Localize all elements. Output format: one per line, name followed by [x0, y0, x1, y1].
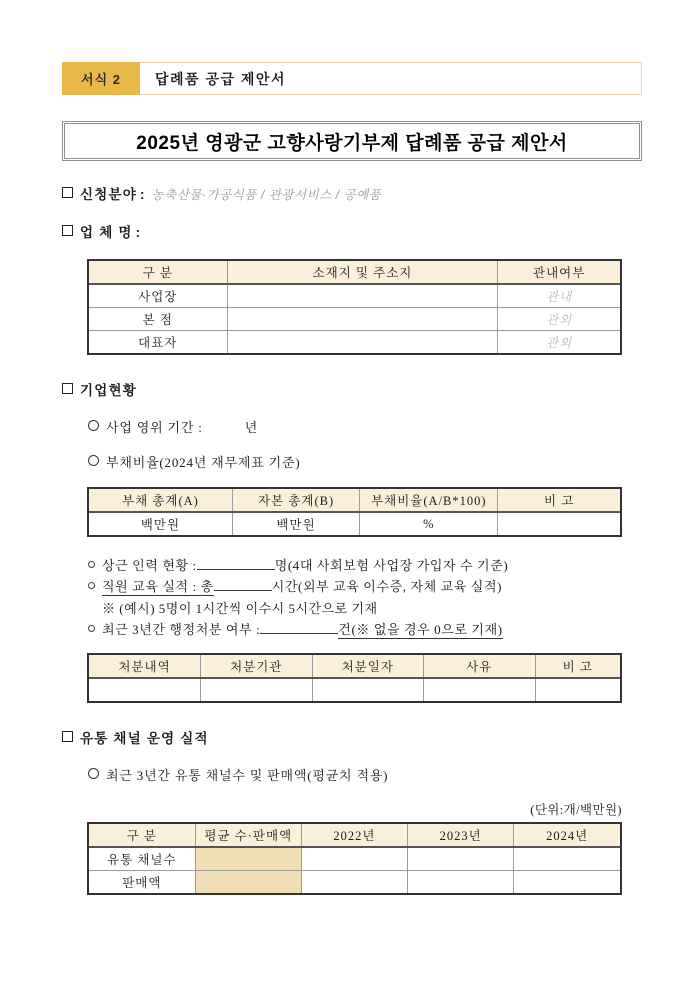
input-cell-disposition-agency[interactable] [201, 678, 313, 701]
input-cell-disposition-remarks[interactable] [535, 678, 620, 701]
channel-table [89, 824, 620, 893]
channel-performance-heading [62, 727, 642, 747]
staff-count-label: 상근 인력 현황 : [102, 558, 197, 573]
checkbox-square-icon[interactable] [62, 187, 73, 198]
table-header-row [89, 824, 620, 847]
table-row [89, 870, 620, 893]
checkbox-square-icon[interactable] [62, 383, 73, 394]
cell-headquarters-inside[interactable]: 관외 [498, 307, 620, 330]
application-field-label: 신청분야 [80, 187, 137, 202]
table-row [89, 307, 620, 330]
input-cell-headquarters-address[interactable] [227, 307, 498, 330]
training-hours-label: 직원 교육 실적 : 총 [102, 576, 214, 596]
checkbox-square-icon[interactable] [62, 225, 73, 236]
table-row [89, 512, 620, 535]
table-header-row [89, 489, 620, 512]
application-field-colon: : [139, 187, 146, 202]
application-field-options: 농축산물·가공식품 / 관광서비스 / 공예품 [151, 188, 382, 202]
col-header-year-2023: 2023년 [408, 824, 514, 847]
bullet-dot-icon [88, 582, 95, 589]
input-cell-channel-count-2022[interactable] [301, 847, 407, 870]
input-cell-workplace-address[interactable] [227, 284, 498, 307]
channel-table-wrap [87, 822, 622, 895]
company-name-row [62, 221, 642, 241]
bullet-circle-icon [88, 455, 99, 466]
input-cell-sales-amount-2024[interactable] [514, 870, 620, 893]
channel-sub-row [88, 765, 642, 784]
col-header-disposition-reason: 사유 [424, 655, 536, 678]
col-header-total-capital: 자본 총계(B) [232, 489, 359, 512]
debt-table [89, 489, 620, 535]
business-period-unit: 년 [244, 420, 259, 435]
staff-count-row [88, 555, 642, 574]
page-title: 2025년 영광군 고향사랑기부제 답례품 공급 제안서 [136, 132, 568, 154]
cell-workplace-inside[interactable]: 관내 [498, 284, 620, 307]
bullet-circle-icon [88, 768, 99, 779]
form-header [62, 62, 642, 95]
col-header-inside-jurisdiction: 관내여부 [498, 261, 620, 284]
training-example-note: ※ (예시) 5명이 1시간씩 이수시 5시간으로 기재 [102, 601, 378, 616]
row-label-headquarters: 본 점 [89, 307, 227, 330]
debt-ratio-label: 부채비율(2024년 재무제표 기준) [106, 455, 301, 470]
company-status-heading [62, 379, 642, 399]
input-cell-channel-count-2024[interactable] [514, 847, 620, 870]
debt-table-wrap [87, 487, 622, 537]
channel-unit-note: (단위:개/백만원) [530, 803, 622, 817]
table-header-row [89, 261, 620, 284]
channel-sub-label: 최근 3년간 유통 채널수 및 판매액(평균치 적용) [106, 768, 389, 783]
col-header-year-2022: 2022년 [301, 824, 407, 847]
administrative-disposition-suffix: 건(※ 없을 경우 0으로 기재) [338, 619, 502, 639]
company-status-label: 기업현황 [80, 383, 137, 398]
row-label-channel-count: 유통 채널수 [89, 847, 195, 870]
col-header-debt-ratio: 부채비율(A/B*100) [360, 489, 498, 512]
input-cell-disposition-reason[interactable] [424, 678, 536, 701]
col-header-division: 구 분 [89, 261, 227, 284]
table-header-row [89, 655, 620, 678]
bullet-dot-icon [88, 625, 95, 632]
col-header-total-debt: 부채 총계(A) [89, 489, 232, 512]
input-cell-debt-ratio[interactable]: % [360, 512, 498, 535]
debt-ratio-row [88, 452, 642, 471]
col-header-address: 소재지 및 주소지 [227, 261, 498, 284]
col-header-year-2024: 2024년 [514, 824, 620, 847]
business-period-row [88, 417, 642, 436]
bullet-dot-icon [88, 561, 95, 568]
business-period-label: 사업 영위 기간 : [106, 420, 203, 435]
document-title-box [62, 121, 642, 161]
input-cell-total-capital[interactable]: 백만원 [232, 512, 359, 535]
input-cell-sales-amount-average[interactable] [195, 870, 301, 893]
col-header-disposition-detail: 처분내역 [89, 655, 201, 678]
table-row [89, 284, 620, 307]
administrative-disposition-label: 최근 3년간 행정처분 여부 : [102, 622, 261, 637]
staff-count-input[interactable] [197, 569, 275, 570]
input-cell-remarks[interactable] [498, 512, 620, 535]
col-header-disposition-remarks: 비 고 [535, 655, 620, 678]
training-hours-input[interactable] [214, 590, 272, 591]
table-row [89, 330, 620, 353]
input-cell-channel-count-2023[interactable] [408, 847, 514, 870]
company-name-label: 업 체 명 [80, 225, 133, 240]
company-name-colon: : [135, 225, 142, 240]
col-header-disposition-date: 처분일자 [312, 655, 424, 678]
disposition-table-wrap [87, 653, 622, 703]
staff-count-suffix: 명(4대 사회보험 사업장 가입자 수 기준) [274, 558, 509, 573]
input-cell-disposition-detail[interactable] [89, 678, 201, 701]
form-number-badge: 서식 2 [62, 62, 140, 95]
input-cell-disposition-date[interactable] [312, 678, 424, 701]
input-cell-representative-address[interactable] [227, 330, 498, 353]
col-header-average: 평균 수·판매액 [195, 824, 301, 847]
col-header-remarks: 비 고 [498, 489, 620, 512]
training-hours-suffix: 시간(외부 교육 이수증, 자체 교육 실적) [271, 579, 503, 594]
table-row [89, 678, 620, 701]
form-sheet [62, 62, 642, 895]
input-cell-channel-count-average[interactable] [195, 847, 301, 870]
col-header-disposition-agency: 처분기관 [201, 655, 313, 678]
row-label-workplace: 사업장 [89, 284, 227, 307]
input-cell-total-debt[interactable]: 백만원 [89, 512, 232, 535]
administrative-disposition-row [88, 619, 642, 639]
company-table [89, 261, 620, 353]
application-field-row [62, 183, 642, 203]
checkbox-square-icon[interactable] [62, 731, 73, 742]
channel-performance-label: 유통 채널 운영 실적 [80, 731, 209, 746]
col-header-division: 구 분 [89, 824, 195, 847]
row-label-sales-amount: 판매액 [89, 870, 195, 893]
form-name-band: 답례품 공급 제안서 [140, 62, 642, 95]
administrative-disposition-input[interactable] [260, 633, 338, 634]
input-cell-sales-amount-2022[interactable] [301, 870, 407, 893]
company-table-wrap [87, 259, 622, 355]
bullet-circle-icon [88, 420, 99, 431]
input-cell-sales-amount-2023[interactable] [408, 870, 514, 893]
training-hours-row [88, 576, 642, 596]
cell-representative-inside[interactable]: 관외 [498, 330, 620, 353]
row-label-representative: 대표자 [89, 330, 227, 353]
disposition-table [89, 655, 620, 701]
table-row [89, 847, 620, 870]
